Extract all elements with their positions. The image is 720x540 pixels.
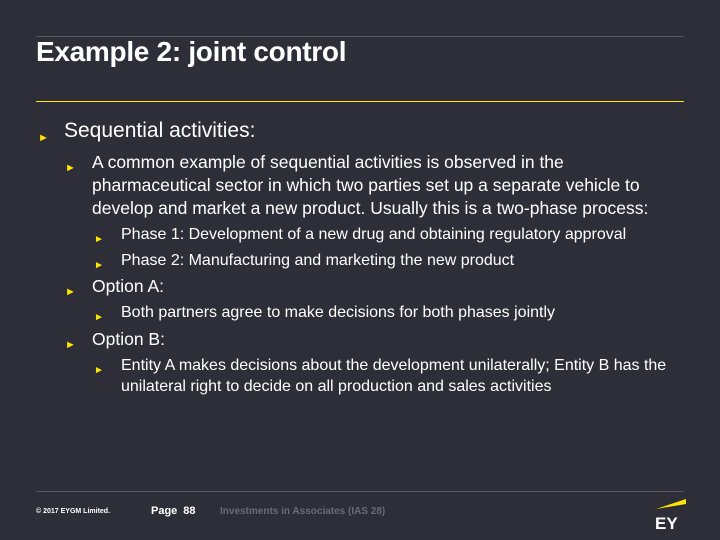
bullet-option-b: [36, 328, 686, 351]
footer-divider: [36, 491, 684, 492]
bullet-option-a-detail: [36, 302, 686, 324]
triangle-bullet-icon: ►: [65, 162, 76, 174]
triangle-bullet-icon: ►: [94, 259, 104, 271]
page-label: Page: [151, 505, 178, 517]
triangle-bullet-icon: ►: [65, 286, 76, 298]
copyright-text: © 2017 EYGM Limited.: [36, 508, 111, 515]
title-accent-line: [36, 101, 684, 102]
bullet-text: A common example of sequential activities is observed in the pharmaceutical sector in which two parties set up a separate vehicle to develop and market a new product. Usually this is a two-phase process:: [92, 152, 649, 218]
bullet-phase-1: [36, 224, 686, 246]
triangle-bullet-icon: ►: [94, 234, 104, 245]
bullet-intro: [36, 151, 686, 220]
bullet-sequential-activities: [36, 118, 686, 144]
bullet-text: Entity A makes decisions about the development unilaterally; Entity B has the unilateral right to decide on all production and sales activities: [121, 356, 667, 395]
ey-logo-text: EY: [655, 514, 678, 532]
bullet-option-a: [36, 275, 686, 298]
bullet-phase-2: [36, 250, 686, 272]
triangle-bullet-icon: ►: [94, 364, 104, 376]
bullet-option-b-detail: [36, 355, 686, 398]
footer-topic: Investments in Associates (IAS 28): [220, 506, 386, 517]
bullet-text: Phase 2: Manufacturing and marketing the new product: [121, 251, 515, 269]
ey-logo: [652, 496, 688, 532]
triangle-bullet-icon: ►: [38, 132, 49, 144]
page-number: [151, 505, 196, 517]
triangle-bullet-icon: ►: [94, 312, 104, 323]
bullet-text: Option A:: [92, 276, 164, 296]
bullet-text: Both partners agree to make decisions for both phases jointly: [121, 304, 556, 321]
bullet-text: Sequential activities:: [64, 119, 256, 142]
triangle-bullet-icon: ►: [65, 338, 76, 351]
page-number-value: 88: [183, 505, 196, 517]
bullet-text: Option B:: [92, 328, 165, 349]
slide-title: Example 2: joint control: [36, 36, 347, 67]
ey-logo-beam: [656, 499, 686, 509]
slide-body: [36, 118, 686, 402]
bullet-text: Phase 1: Development of a new drug and obtaining regulatory approval: [121, 226, 627, 243]
